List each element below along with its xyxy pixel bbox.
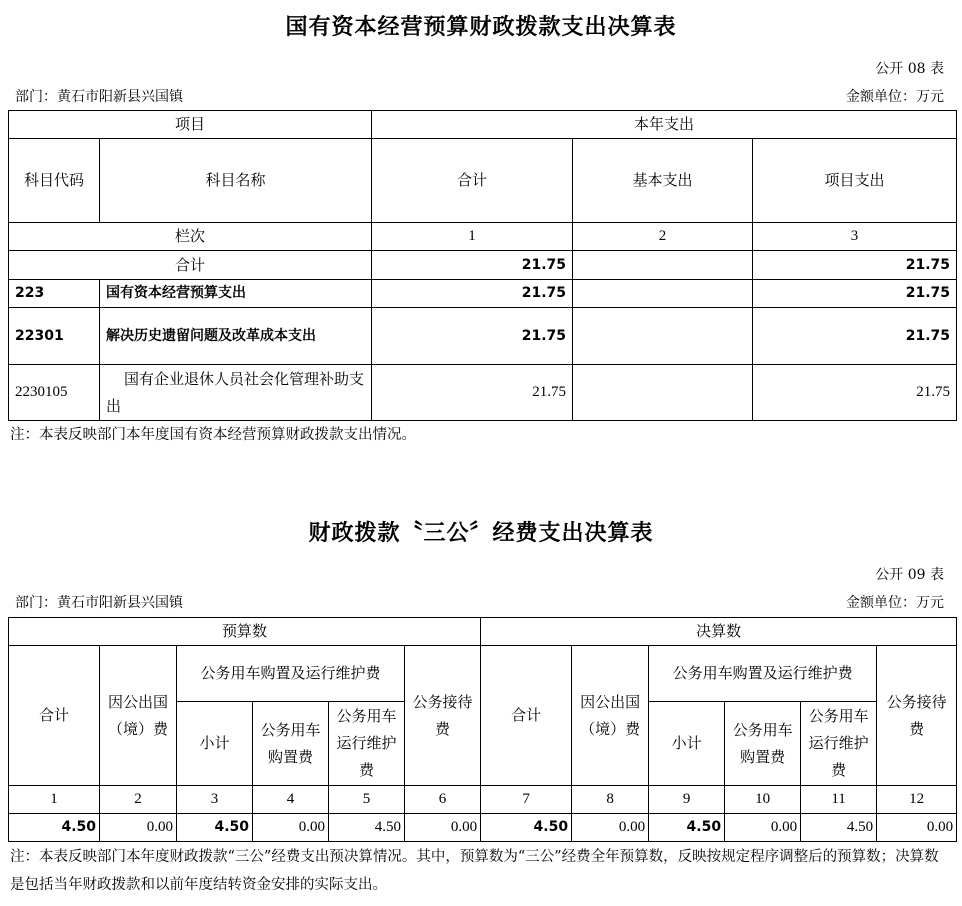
final-car-purchase-header: 公务用车购置费 bbox=[725, 702, 801, 786]
column-number: 8 bbox=[572, 786, 649, 814]
row-project: 21.75 bbox=[753, 365, 957, 421]
final-total-value: 4.50 bbox=[481, 814, 572, 842]
column-number: 2 bbox=[100, 786, 177, 814]
header-budget: 预算数 bbox=[9, 618, 481, 646]
table2-unit: 金额单位：万元 bbox=[846, 595, 944, 611]
header-item: 项目 bbox=[9, 111, 372, 139]
row-code: 223 bbox=[9, 280, 100, 308]
final-car-header: 公务用车购置及运行维护费 bbox=[649, 646, 877, 702]
table1-note: 注：本表反映部门本年度国有资本经营预算财政拨款支出情况。 bbox=[10, 427, 416, 443]
table-row bbox=[9, 280, 957, 308]
table1-grid bbox=[8, 110, 957, 421]
budget-abroad-value: 0.00 bbox=[100, 814, 177, 842]
final-reception-header: 公务接待费 bbox=[877, 646, 957, 786]
final-car-operation-header: 公务用车运行维护费 bbox=[801, 702, 877, 786]
budget-car-operation-header: 公务用车运行维护费 bbox=[329, 702, 405, 786]
table1-department: 部门：黄石市阳新县兴国镇 bbox=[15, 89, 183, 105]
header-total: 合计 bbox=[372, 139, 573, 223]
table-row bbox=[9, 308, 957, 365]
table2-department: 部门：黄石市阳新县兴国镇 bbox=[15, 595, 183, 611]
budget-car-purchase-value: 0.00 bbox=[253, 814, 329, 842]
budget-car-purchase-header: 公务用车购置费 bbox=[253, 702, 329, 786]
total-label: 合计 bbox=[9, 251, 372, 280]
row-total: 21.75 bbox=[372, 280, 573, 308]
column-number: 1 bbox=[9, 786, 100, 814]
header-final: 决算数 bbox=[481, 618, 957, 646]
row-basic bbox=[573, 280, 753, 308]
final-total-header: 合计 bbox=[481, 646, 572, 786]
table2-title: 财政拨款〝三公〞经费支出决算表 bbox=[308, 521, 654, 546]
total-row bbox=[9, 251, 957, 280]
row-code: 22301 bbox=[9, 308, 100, 365]
column-number-3: 3 bbox=[753, 223, 957, 251]
row-code: 2230105 bbox=[9, 365, 100, 421]
table-row bbox=[9, 365, 957, 421]
table2-note: 注：本表反映部门本年度财政拨款“三公”经费支出预决算情况。其中，预算数为“三公”经费全年预算数，反映按规定程序调整后的预算数；决算数是包括当年财政拨款和以前年度结转资金安排的实际支出。 bbox=[10, 849, 939, 893]
column-number-1: 1 bbox=[372, 223, 573, 251]
total-project: 21.75 bbox=[753, 251, 957, 280]
column-number: 10 bbox=[725, 786, 801, 814]
final-car-purchase-value: 0.00 bbox=[725, 814, 801, 842]
budget-subtotal-header: 小计 bbox=[177, 702, 253, 786]
table1-title: 国有资本经营预算财政拨款支出决算表 bbox=[285, 15, 677, 40]
header-subject-code: 科目代码 bbox=[9, 139, 100, 223]
final-abroad-header: 因公出国（境）费 bbox=[572, 646, 649, 786]
total-basic bbox=[573, 251, 753, 280]
column-number: 11 bbox=[801, 786, 877, 814]
column-number-2: 2 bbox=[573, 223, 753, 251]
row-name: 国有企业退休人员社会化管理补助支出 bbox=[100, 365, 372, 421]
budget-car-operation-value: 4.50 bbox=[329, 814, 405, 842]
budget-reception-header: 公务接待费 bbox=[405, 646, 481, 786]
header-current-year: 本年支出 bbox=[372, 111, 957, 139]
value-row bbox=[9, 814, 957, 842]
row-total: 21.75 bbox=[372, 365, 573, 421]
budget-abroad-header: 因公出国（境）费 bbox=[100, 646, 177, 786]
column-number: 7 bbox=[481, 786, 572, 814]
table2-grid bbox=[8, 617, 957, 842]
budget-total-value: 4.50 bbox=[9, 814, 100, 842]
column-number: 4 bbox=[253, 786, 329, 814]
budget-car-header: 公务用车购置及运行维护费 bbox=[177, 646, 405, 702]
header-basic: 基本支出 bbox=[573, 139, 753, 223]
table1-unit: 金额单位：万元 bbox=[846, 89, 944, 105]
column-number: 3 bbox=[177, 786, 253, 814]
column-number-label: 栏次 bbox=[9, 223, 372, 251]
row-name: 国有资本经营预算支出 bbox=[100, 280, 372, 308]
row-total: 21.75 bbox=[372, 308, 573, 365]
row-project: 21.75 bbox=[753, 280, 957, 308]
column-number-row bbox=[9, 786, 957, 814]
final-car-operation-value: 4.50 bbox=[801, 814, 877, 842]
table2-code: 公开 09 表 bbox=[875, 567, 944, 583]
final-subtotal-header: 小计 bbox=[649, 702, 725, 786]
column-number: 9 bbox=[649, 786, 725, 814]
final-car-subtotal-value: 4.50 bbox=[649, 814, 725, 842]
row-project: 21.75 bbox=[753, 308, 957, 365]
header-project: 项目支出 bbox=[753, 139, 957, 223]
column-number: 6 bbox=[405, 786, 481, 814]
budget-reception-value: 0.00 bbox=[405, 814, 481, 842]
budget-car-subtotal-value: 4.50 bbox=[177, 814, 253, 842]
table1-code: 公开 08 表 bbox=[875, 61, 944, 77]
column-number: 5 bbox=[329, 786, 405, 814]
header-subject-name: 科目名称 bbox=[100, 139, 372, 223]
row-name: 解决历史遗留问题及改革成本支出 bbox=[100, 308, 372, 365]
row-basic bbox=[573, 365, 753, 421]
final-reception-value: 0.00 bbox=[877, 814, 957, 842]
row-basic bbox=[573, 308, 753, 365]
final-abroad-value: 0.00 bbox=[572, 814, 649, 842]
total-value: 21.75 bbox=[372, 251, 573, 280]
budget-total-header: 合计 bbox=[9, 646, 100, 786]
column-number: 12 bbox=[877, 786, 957, 814]
